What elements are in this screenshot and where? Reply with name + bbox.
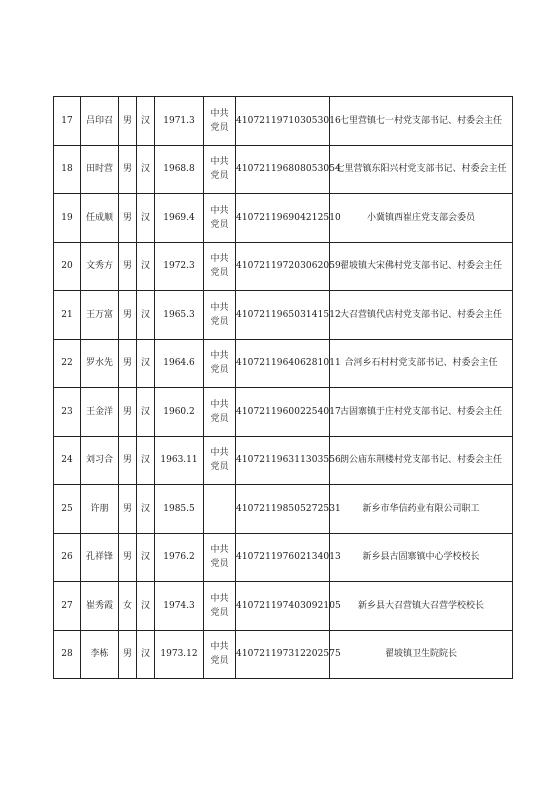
party-affiliation-cell (204, 582, 236, 631)
table-row (54, 436, 513, 485)
id-number-cell: 410721196406281011 (236, 339, 330, 388)
ethnicity-cell: 汉 (137, 630, 155, 679)
party-line: 中共 (210, 254, 229, 265)
table-row (54, 582, 513, 631)
party-line: 党员 (210, 122, 229, 133)
party-line: 中共 (210, 399, 229, 410)
party-affiliation-cell (204, 630, 236, 679)
id-number-cell: 410721196904212510 (236, 194, 330, 243)
ethnicity-cell: 汉 (137, 242, 155, 291)
sex-cell: 男 (119, 194, 137, 243)
party-line: 党员 (210, 365, 229, 376)
party-affiliation-cell (204, 436, 236, 485)
name-cell: 吕印召 (81, 97, 119, 146)
party-affiliation-cell (204, 194, 236, 243)
name-cell: 王金洋 (81, 388, 119, 437)
name-cell: 刘习合 (81, 436, 119, 485)
birth-date-cell: 1960.2 (155, 388, 204, 437)
id-number-cell: 410721196808053054 (236, 145, 330, 194)
party-affiliation-cell (204, 388, 236, 437)
name-cell: 孔祥锋 (81, 533, 119, 582)
ethnicity-cell: 汉 (137, 582, 155, 631)
party-line: 中共 (210, 545, 229, 556)
id-number-cell: 410721196503141512 (236, 291, 330, 340)
name-cell: 文秀方 (81, 242, 119, 291)
sex-cell: 男 (119, 436, 137, 485)
name-cell: 任成顺 (81, 194, 119, 243)
table-row (54, 533, 513, 582)
row-number-cell: 17 (54, 97, 81, 146)
birth-date-cell: 1971.3 (155, 97, 204, 146)
party-line: 党员 (210, 413, 229, 424)
sex-cell: 男 (119, 630, 137, 679)
table-row (54, 242, 513, 291)
name-cell: 罗水先 (81, 339, 119, 388)
ethnicity-cell: 汉 (137, 97, 155, 146)
ethnicity-cell: 汉 (137, 339, 155, 388)
party-affiliation-cell (204, 533, 236, 582)
table-row (54, 194, 513, 243)
party-line: 党员 (210, 171, 229, 182)
table-row (54, 388, 513, 437)
party-affiliation-cell (204, 291, 236, 340)
party-line: 党员 (210, 316, 229, 327)
birth-date-cell: 1965.3 (155, 291, 204, 340)
party-line: 党员 (210, 268, 229, 279)
birth-date-cell: 1974.3 (155, 582, 204, 631)
party-line: 中共 (210, 642, 229, 653)
birth-date-cell: 1969.4 (155, 194, 204, 243)
sex-cell: 男 (119, 485, 137, 534)
party-affiliation-cell (204, 97, 236, 146)
position-cell: 新乡市华信药业有限公司职工 (330, 485, 513, 534)
row-number-cell: 21 (54, 291, 81, 340)
ethnicity-cell: 汉 (137, 388, 155, 437)
ethnicity-cell: 汉 (137, 436, 155, 485)
name-cell: 李栋 (81, 630, 119, 679)
id-number-cell: 410721198505272531 (236, 485, 330, 534)
table-row (54, 630, 513, 679)
party-affiliation-cell (204, 145, 236, 194)
position-cell: 小冀镇西崔庄党支部会委员 (330, 194, 513, 243)
party-line: 中共 (210, 157, 229, 168)
party-line: 中共 (210, 205, 229, 216)
position-cell: 合河乡石村村党支部书记、村委会主任 (330, 339, 513, 388)
row-number-cell: 20 (54, 242, 81, 291)
ethnicity-cell: 汉 (137, 291, 155, 340)
position-cell: 古固寨镇于庄村党支部书记、村委会主任 (330, 388, 513, 437)
sex-cell: 男 (119, 533, 137, 582)
id-number-cell: 410721197602134013 (236, 533, 330, 582)
row-number-cell: 26 (54, 533, 81, 582)
ethnicity-cell: 汉 (137, 145, 155, 194)
row-number-cell: 19 (54, 194, 81, 243)
birth-date-cell: 1973.12 (155, 630, 204, 679)
table-row (54, 339, 513, 388)
row-number-cell: 24 (54, 436, 81, 485)
sex-cell: 男 (119, 97, 137, 146)
party-line: 党员 (210, 462, 229, 473)
position-cell: 新乡县古固寨镇中心学校校长 (330, 533, 513, 582)
position-cell: 七里营镇东阳兴村党支部书记、村委会主任 (330, 145, 513, 194)
party-line: 党员 (210, 656, 229, 667)
position-cell: 七里营镇七一村党支部书记、村委会主任 (330, 97, 513, 146)
birth-date-cell: 1976.2 (155, 533, 204, 582)
party-affiliation-cell (204, 242, 236, 291)
table-row (54, 291, 513, 340)
birth-date-cell: 1963.11 (155, 436, 204, 485)
party-line: 中共 (210, 593, 229, 604)
roster-table (53, 96, 513, 679)
party-line: 党员 (210, 219, 229, 230)
birth-date-cell: 1972.3 (155, 242, 204, 291)
party-line: 中共 (210, 108, 229, 119)
ethnicity-cell: 汉 (137, 194, 155, 243)
party-line: 中共 (210, 351, 229, 362)
birth-date-cell: 1985.5 (155, 485, 204, 534)
position-cell: 新乡县大召营镇大召营学校校长 (330, 582, 513, 631)
roster-table-body (54, 97, 513, 679)
party-line: 中共 (210, 448, 229, 459)
sex-cell: 男 (119, 242, 137, 291)
id-number-cell: 410721197103053016 (236, 97, 330, 146)
sex-cell: 男 (119, 145, 137, 194)
name-cell: 许朋 (81, 485, 119, 534)
id-number-cell: 410721197312202575 (236, 630, 330, 679)
row-number-cell: 25 (54, 485, 81, 534)
party-affiliation-cell (204, 339, 236, 388)
birth-date-cell: 1968.8 (155, 145, 204, 194)
table-row (54, 145, 513, 194)
party-line: 党员 (210, 607, 229, 618)
ethnicity-cell: 汉 (137, 533, 155, 582)
table-row (54, 485, 513, 534)
position-cell: 大召营镇代店村党支部书记、村委会主任 (330, 291, 513, 340)
name-cell: 田时营 (81, 145, 119, 194)
position-cell: 翟坡镇大宋佛村党支部书记、村委会主任 (330, 242, 513, 291)
sex-cell: 女 (119, 582, 137, 631)
row-number-cell: 28 (54, 630, 81, 679)
position-cell: 翟坡镇卫生院院长 (330, 630, 513, 679)
party-line: 党员 (210, 559, 229, 570)
name-cell: 王万富 (81, 291, 119, 340)
table-row (54, 97, 513, 146)
id-number-cell: 410721196002254017 (236, 388, 330, 437)
row-number-cell: 18 (54, 145, 81, 194)
sex-cell: 男 (119, 339, 137, 388)
position-cell: 朗公庙东荆楼村党支部书记、村委会主任 (330, 436, 513, 485)
id-number-cell: 410721197403092105 (236, 582, 330, 631)
id-number-cell: 410721196311303556 (236, 436, 330, 485)
ethnicity-cell: 汉 (137, 485, 155, 534)
birth-date-cell: 1964.6 (155, 339, 204, 388)
party-affiliation-cell (204, 485, 236, 534)
sex-cell: 男 (119, 291, 137, 340)
sex-cell: 男 (119, 388, 137, 437)
row-number-cell: 23 (54, 388, 81, 437)
row-number-cell: 22 (54, 339, 81, 388)
party-line: 中共 (210, 302, 229, 313)
row-number-cell: 27 (54, 582, 81, 631)
id-number-cell: 410721197203062059 (236, 242, 330, 291)
name-cell: 崔秀霞 (81, 582, 119, 631)
